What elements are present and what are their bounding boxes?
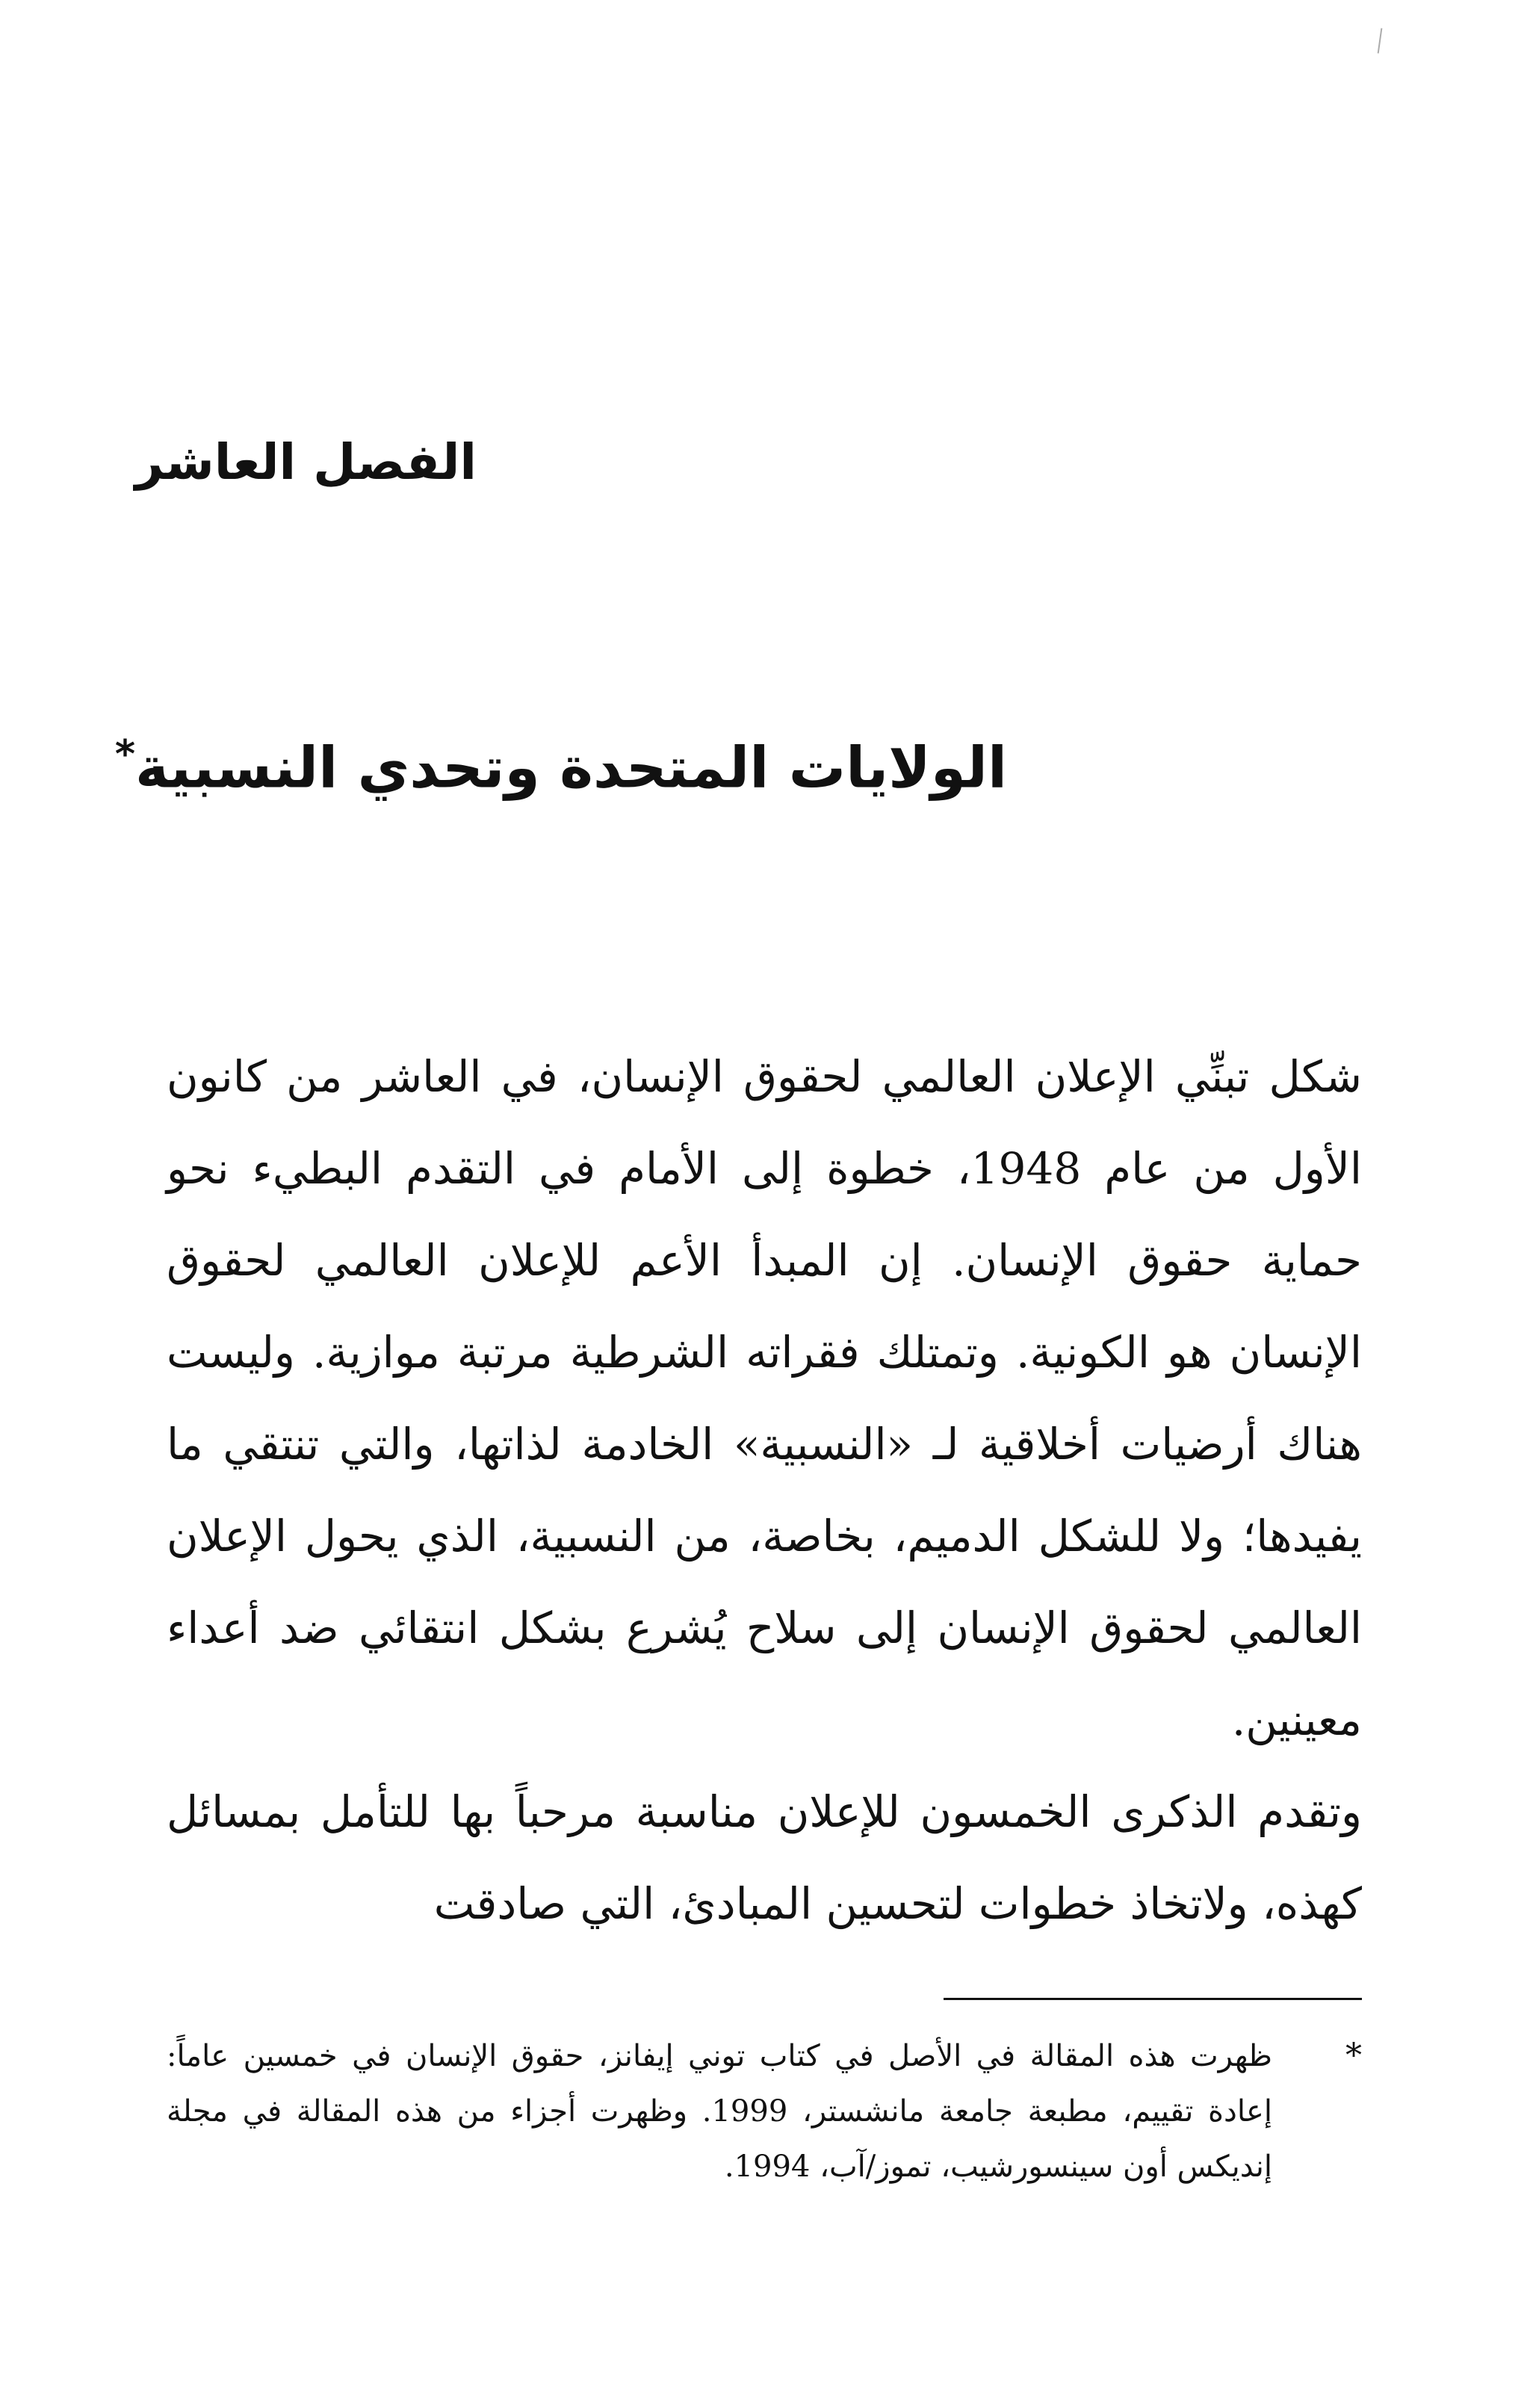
- chapter-label: الفصل العاشر: [134, 433, 477, 491]
- paragraph-1: شكل تبنِّي الإعلان العالمي لحقوق الإنسان، في العاشر من كانون الأول من عام 1948، خطوة إلى الأمام في التقدم البطيء نحو حماية حقوق الإنسان. إن المبدأ الأعم للإعلان العالمي لحقوق الإنسان هو الكونية. وتمتلك فقراته الشرطية مرتبة موازية. وليست هناك أرضيات أخلاقية لـ «النسبية» الخادمة لذاتها، والتي تنتقي ما يفيدها؛ ولا للشكل الدميم، بخاصة، من النسبية، الذي يحول الإعلان العالمي لحقوق الإنسان إلى سلاح يُشرع بشكل انتقائي ضد أعداء معينين.: [167, 1051, 1362, 1745]
- chapter-title-text: الولايات المتحدة وتحدي النسبية: [135, 734, 1007, 801]
- title-footnote-marker: *: [114, 732, 136, 777]
- chapter-title: [115, 732, 1007, 800]
- footnote-marker: *: [1345, 2037, 1362, 2075]
- scan-mark: [1378, 28, 1387, 55]
- body-text: [167, 1031, 1362, 1950]
- footnote: [167, 2028, 1362, 2194]
- footnote-text: ظهرت هذه المقالة في الأصل في كتاب توني إيفانز، حقوق الإنسان في خمسين عاماً: إعادة تقييم، مطبعة جامعة مانشستر، 1999. وظهرت أجزاء من هذه المقالة في مجلة إنديكس أون سينسورشيب، تموز/آب، 1994.: [167, 2039, 1272, 2184]
- paragraph-2: وتقدم الذكرى الخمسون للإعلان مناسبة مرحباً بها للتأمل بمسائل كهذه، ولاتخاذ خطوات لتحسين المبادئ، التي صادقت: [167, 1786, 1362, 1929]
- footnote-divider: [944, 1998, 1362, 2000]
